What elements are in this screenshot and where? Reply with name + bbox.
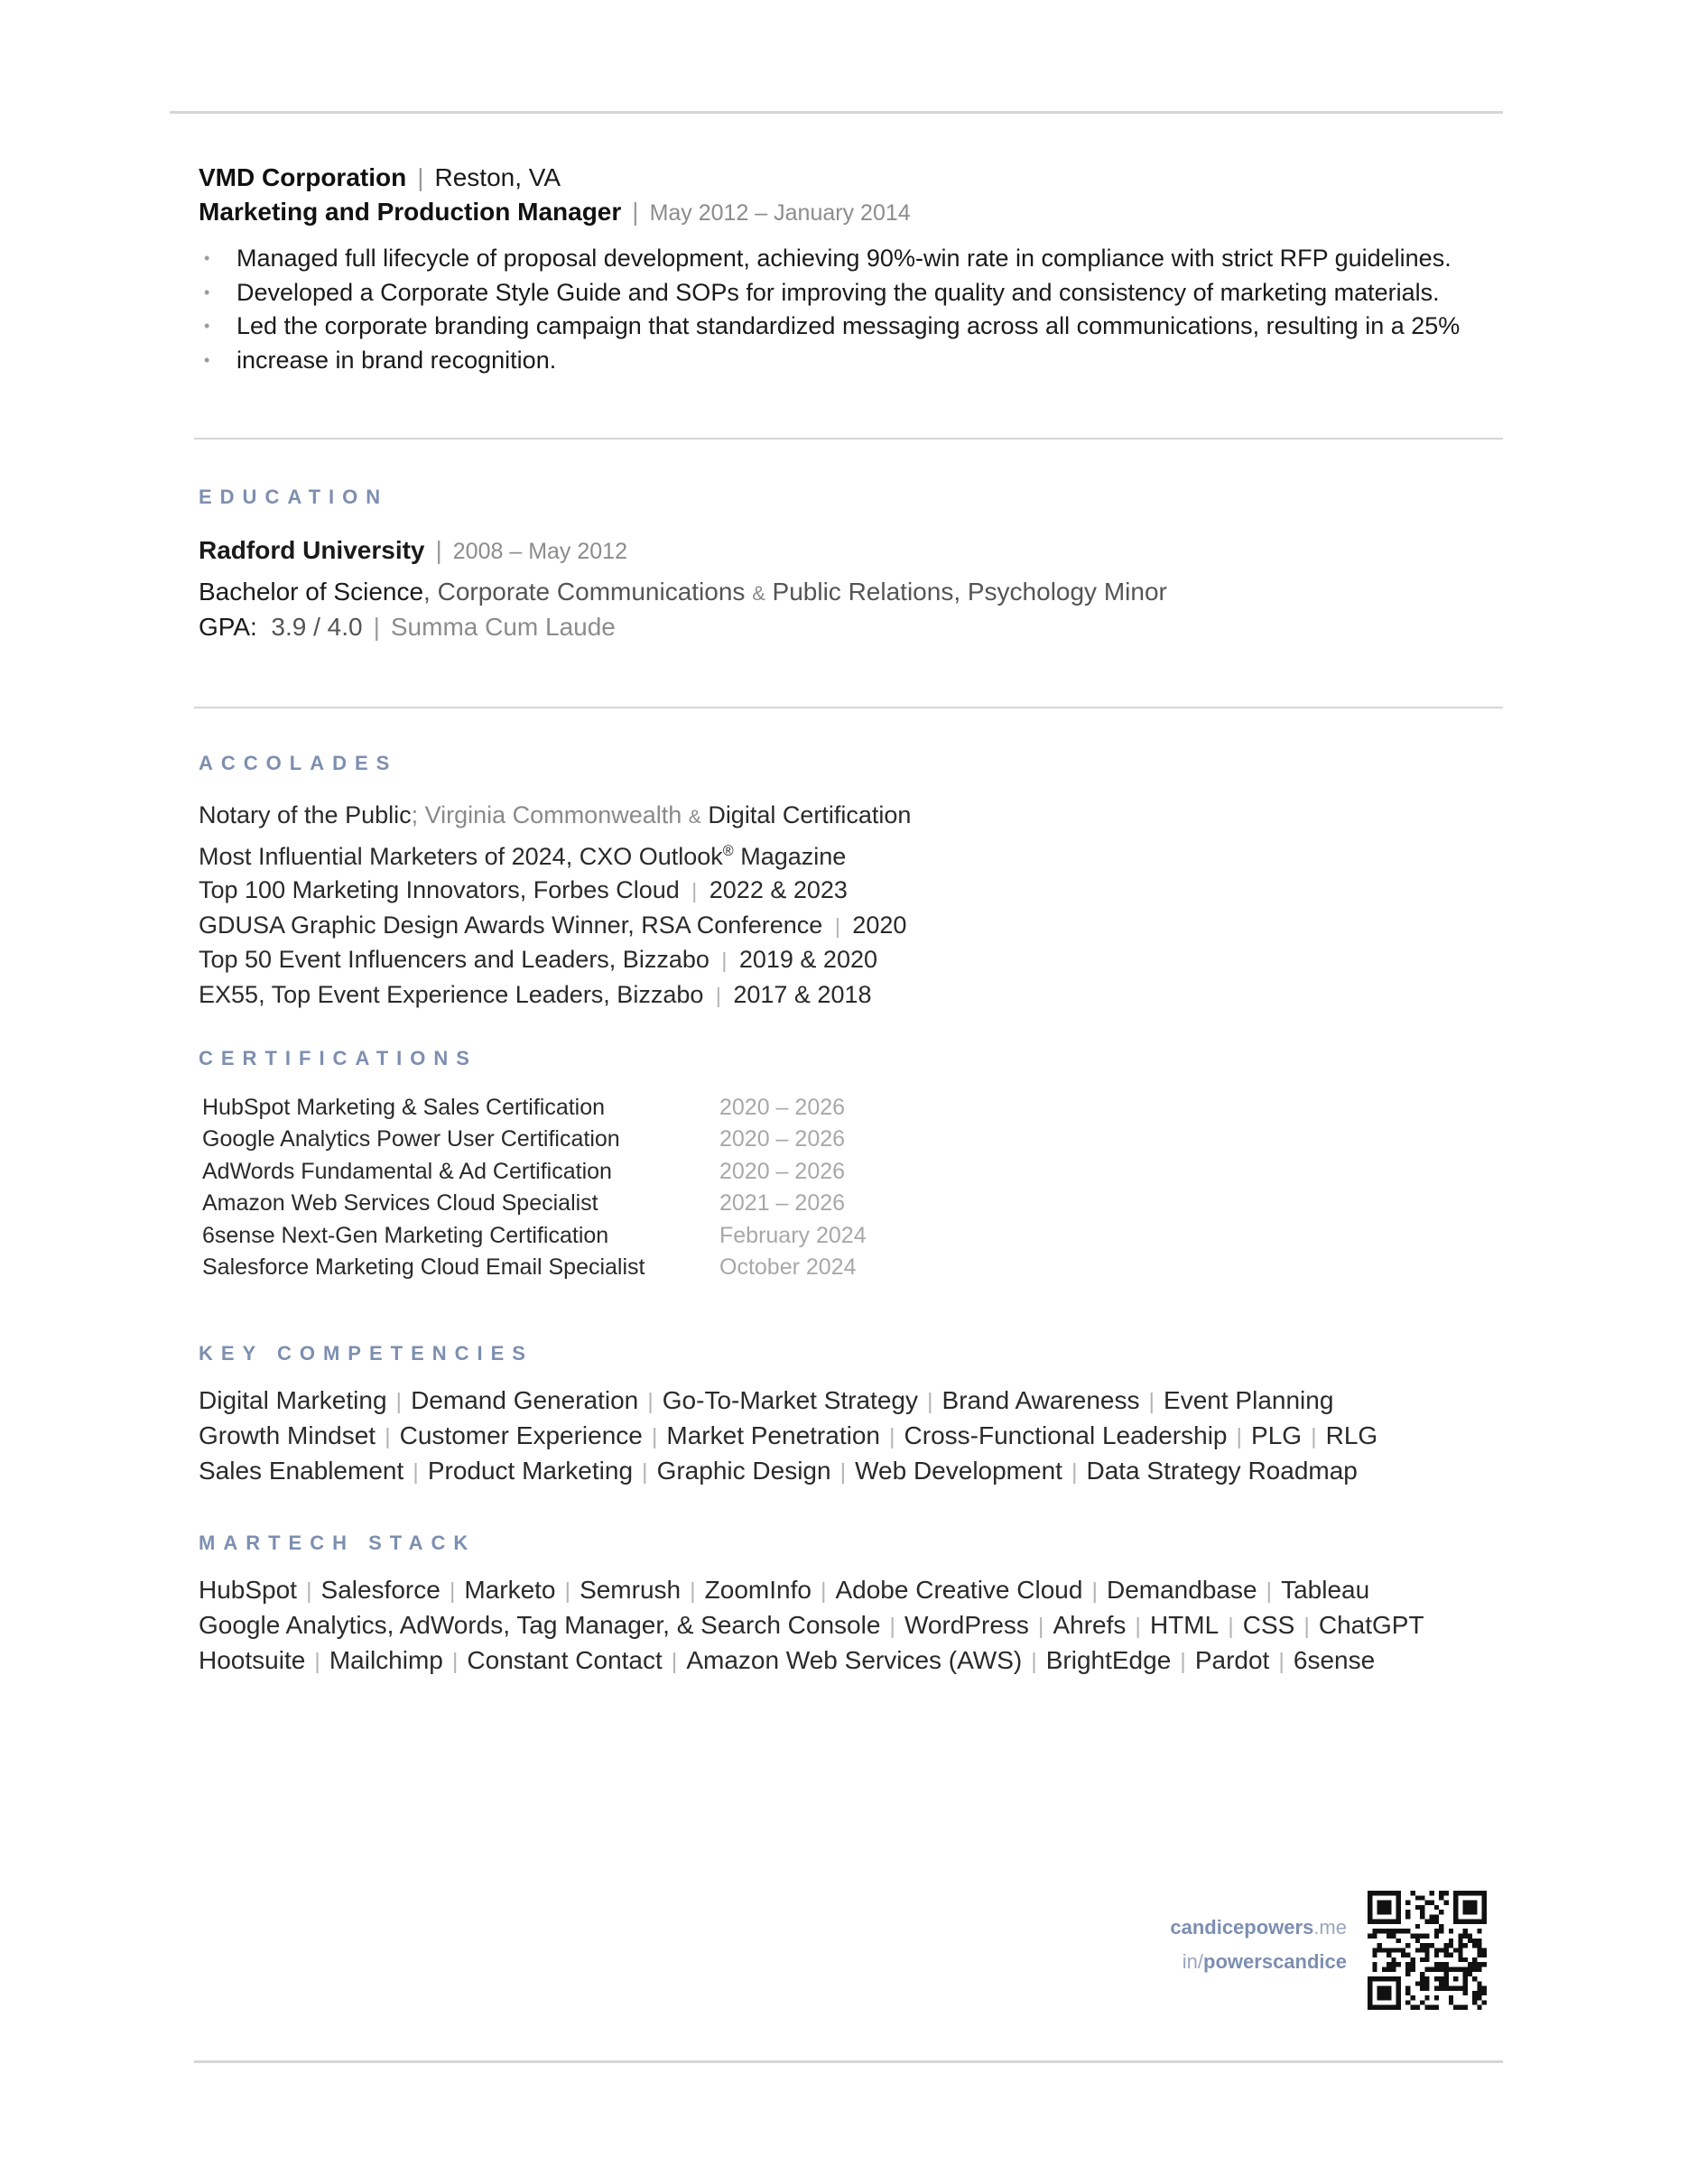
- certification-row: [202, 1092, 867, 1124]
- separator: |: [632, 198, 639, 226]
- accolade-text: GDUSA Graphic Design Awards Winner, RSA Conference: [199, 911, 830, 939]
- martech-line: [199, 1608, 1516, 1643]
- ampersand: &: [688, 807, 701, 828]
- separator: |: [651, 1424, 658, 1449]
- competency-item: Digital Marketing: [199, 1386, 387, 1414]
- separator: |: [314, 1649, 320, 1674]
- competencies-list: [199, 1384, 1516, 1489]
- competency-item: PLG: [1251, 1421, 1303, 1449]
- gpa-label: GPA:: [199, 613, 257, 641]
- certification-date: 2020 – 2026: [719, 1158, 846, 1184]
- accolade-item: [199, 874, 911, 909]
- job-company-line: [199, 163, 561, 192]
- martech-item: ChatGPT: [1318, 1611, 1424, 1639]
- martech-item: Semrush: [580, 1576, 682, 1604]
- separator: |: [888, 1424, 895, 1449]
- competency-item: Go-To-Market Strategy: [662, 1386, 918, 1414]
- competency-item: Product Marketing: [427, 1457, 634, 1485]
- job-bullet: • Developed a Corporate Style Guide and SOPs for improving the quality and consistency of marketing materials.: [200, 276, 1505, 310]
- accolade-text: ; Virginia Commonwealth: [411, 801, 689, 828]
- certification-name: 6sense Next-Gen Marketing Certification: [202, 1222, 609, 1248]
- accolades-heading: ACCOLADES: [199, 752, 398, 774]
- separator: |: [642, 1459, 648, 1485]
- certification-date: 2020 – 2026: [719, 1126, 846, 1152]
- separator: |: [1236, 1424, 1243, 1449]
- separator: |: [1071, 1459, 1078, 1485]
- separator: |: [690, 1578, 696, 1604]
- martech-item: WordPress: [904, 1611, 1029, 1639]
- competency-item: Growth Mindset: [199, 1421, 376, 1449]
- competency-line: [199, 1454, 1516, 1489]
- separator: |: [305, 1578, 312, 1604]
- accolade-item: [199, 978, 911, 1013]
- certifications-table: [202, 1092, 867, 1283]
- accolade-text: 2020: [845, 911, 907, 939]
- qr-code-icon[interactable]: [1368, 1891, 1487, 2010]
- competency-item: Brand Awareness: [941, 1386, 1140, 1414]
- accolade-text: Most Influential Marketers of 2024, CXO Outlook: [199, 842, 723, 870]
- separator: |: [820, 1578, 827, 1604]
- accolade-text: , Top Event Experience Leaders, Bizzabo: [258, 980, 710, 1008]
- accolade-text: Magazine: [733, 842, 847, 870]
- martech-line: [199, 1643, 1516, 1679]
- certification-name: Google Analytics Power User Certification: [202, 1126, 620, 1152]
- separator: |: [395, 1389, 403, 1414]
- martech-item: Hootsuite: [199, 1646, 306, 1674]
- separator: |: [1135, 1614, 1141, 1639]
- certification-row: [202, 1220, 867, 1252]
- martech-item: CSS: [1242, 1611, 1295, 1639]
- section-divider: [194, 438, 1503, 440]
- linkedin-prefix: in/: [1182, 1950, 1204, 1973]
- website-link[interactable]: [1170, 1916, 1347, 1939]
- job-bullet-continuation: • increase in brand recognition.: [200, 344, 1505, 378]
- martech-item: Salesforce: [320, 1576, 441, 1604]
- major-part-b: Public Relations, Psychology Minor: [765, 578, 1167, 606]
- martech-item: Adobe Creative Cloud: [835, 1576, 1083, 1604]
- separator: |: [721, 949, 728, 972]
- separator: |: [1266, 1578, 1273, 1604]
- separator: |: [417, 163, 424, 191]
- job-title: Marketing and Production Manager: [199, 198, 622, 226]
- martech-item: Constant Contact: [467, 1646, 663, 1674]
- competency-line: [199, 1419, 1516, 1454]
- separator: |: [834, 913, 840, 938]
- competency-item: Data Strategy Roadmap: [1086, 1457, 1358, 1485]
- company-location: Reston, VA: [434, 163, 561, 191]
- degree-line: [199, 578, 1167, 606]
- linkedin-handle: powerscandice: [1203, 1950, 1347, 1973]
- registered-mark: ®: [722, 842, 734, 859]
- major-part-a: , Corporate Communications: [423, 578, 753, 606]
- martech-item: BrightEdge: [1045, 1646, 1172, 1674]
- accolade-text: 2022 & 2023: [702, 876, 848, 903]
- martech-list: [199, 1573, 1516, 1679]
- separator: |: [889, 1614, 895, 1639]
- certification-row: [202, 1188, 867, 1219]
- competency-item: Cross-Functional Leadership: [904, 1421, 1228, 1449]
- accolade-item: [199, 943, 911, 978]
- competency-item: Customer Experience: [399, 1421, 643, 1449]
- martech-item: Amazon Web Services (AWS): [686, 1646, 1023, 1674]
- certification-name: AdWords Fundamental & Ad Certification: [202, 1158, 612, 1184]
- accolade-text: Top 100 Marketing Innovators, Forbes Cloud: [199, 876, 687, 903]
- website-name: candicepowers: [1170, 1916, 1314, 1939]
- accolade-text: Digital Certification: [700, 801, 912, 828]
- separator: |: [385, 1424, 391, 1449]
- linkedin-link[interactable]: [1183, 1950, 1347, 1974]
- competency-item: Demand Generation: [411, 1386, 639, 1414]
- separator: |: [647, 1389, 654, 1414]
- education-dates: 2008 – May 2012: [452, 539, 627, 564]
- separator: |: [671, 1649, 678, 1674]
- martech-item: Google Analytics, AdWords, Tag Manager, & Search Console: [199, 1611, 881, 1639]
- competency-line: [199, 1384, 1516, 1419]
- school-name: Radford University: [199, 536, 425, 564]
- company-name: VMD Corporation: [199, 163, 407, 191]
- separator: |: [373, 613, 380, 641]
- job-dates: May 2012 – January 2014: [649, 200, 911, 226]
- separator: |: [449, 1578, 456, 1604]
- education-school-line: [199, 536, 627, 565]
- competency-item: Graphic Design: [656, 1457, 831, 1485]
- separator: |: [1037, 1614, 1044, 1639]
- accolade-text: 2017 & 2018: [726, 980, 872, 1008]
- separator: |: [451, 1649, 459, 1674]
- accolade-text: 2019 & 2020: [732, 946, 877, 973]
- certification-date: 2021 – 2026: [719, 1190, 846, 1217]
- certification-row: [202, 1252, 867, 1283]
- separator: |: [691, 879, 698, 902]
- accolade-text: EX55: [199, 980, 259, 1008]
- certifications-heading: CERTIFICATIONS: [199, 1047, 478, 1069]
- certification-name: Amazon Web Services Cloud Specialist: [202, 1190, 598, 1217]
- competency-item: RLG: [1325, 1421, 1378, 1449]
- website-tld: .me: [1313, 1916, 1347, 1939]
- gpa-line: [199, 613, 616, 642]
- competency-item: Market Penetration: [666, 1421, 880, 1449]
- separator: |: [1031, 1649, 1037, 1674]
- certification-name: HubSpot Marketing & Sales Certification: [202, 1095, 606, 1120]
- martech-item: 6sense: [1293, 1646, 1376, 1674]
- accolade-item: [199, 835, 911, 875]
- separator: |: [1311, 1424, 1317, 1449]
- separator: |: [926, 1389, 933, 1414]
- top-divider: [170, 111, 1503, 114]
- certification-date: 2020 – 2026: [719, 1095, 846, 1120]
- certification-name: Salesforce Marketing Cloud Email Specialist: [202, 1254, 645, 1281]
- bottom-divider: [194, 2060, 1503, 2063]
- accolade-text: Top 50 Event Influencers and Leaders, Bizzabo: [199, 946, 717, 973]
- degree: Bachelor of Science: [199, 578, 424, 606]
- separator: |: [413, 1459, 419, 1485]
- separator: |: [1228, 1614, 1234, 1639]
- job-bullet: • Led the corporate branding campaign that standardized messaging across all communications, resulting in a 25%: [200, 310, 1505, 344]
- certification-date: October 2024: [719, 1254, 857, 1281]
- martech-item: HubSpot: [199, 1576, 297, 1604]
- martech-item: Ahrefs: [1053, 1611, 1127, 1639]
- job-bullets: [200, 242, 1505, 377]
- separator: |: [564, 1578, 571, 1604]
- gpa-value: 3.9 / 4.0: [271, 613, 363, 641]
- competency-item: Event Planning: [1164, 1386, 1334, 1414]
- separator: |: [839, 1459, 847, 1485]
- competency-item: Web Development: [855, 1457, 1062, 1485]
- section-divider: [194, 707, 1503, 708]
- martech-item: Tableau: [1281, 1576, 1370, 1604]
- martech-item: ZoomInfo: [704, 1576, 812, 1604]
- accolade-item: [199, 799, 911, 835]
- separator: |: [1091, 1578, 1098, 1604]
- martech-heading: MARTECH STACK: [199, 1532, 477, 1554]
- martech-item: Pardot: [1194, 1646, 1270, 1674]
- education-heading: EDUCATION: [199, 486, 389, 508]
- separator: |: [1303, 1614, 1310, 1639]
- certification-date: February 2024: [719, 1222, 867, 1248]
- martech-item: HTML: [1149, 1611, 1220, 1639]
- ampersand: &: [752, 582, 765, 605]
- separator: |: [1278, 1649, 1285, 1674]
- job-title-line: [199, 198, 911, 227]
- separator: |: [1180, 1649, 1186, 1674]
- competency-item: Sales Enablement: [199, 1457, 404, 1485]
- certification-row: [202, 1156, 867, 1188]
- accolade-item: [199, 909, 911, 944]
- accolade-text: Notary of the Public: [199, 801, 412, 828]
- martech-line: [199, 1573, 1516, 1608]
- competencies-heading: KEY COMPETENCIES: [199, 1342, 533, 1365]
- separator: |: [1148, 1389, 1155, 1414]
- separator: |: [715, 983, 721, 1007]
- honors: Summa Cum Laude: [390, 613, 616, 641]
- certification-row: [202, 1124, 867, 1155]
- accolades-list: [199, 799, 911, 1013]
- job-bullet: • Managed full lifecycle of proposal development, achieving 90%-win rate in compliance with strict RFP guidelines.: [200, 242, 1505, 276]
- martech-item: Demandbase: [1106, 1576, 1257, 1604]
- martech-item: Mailchimp: [329, 1646, 443, 1674]
- separator: |: [435, 536, 442, 564]
- martech-item: Marketo: [464, 1576, 556, 1604]
